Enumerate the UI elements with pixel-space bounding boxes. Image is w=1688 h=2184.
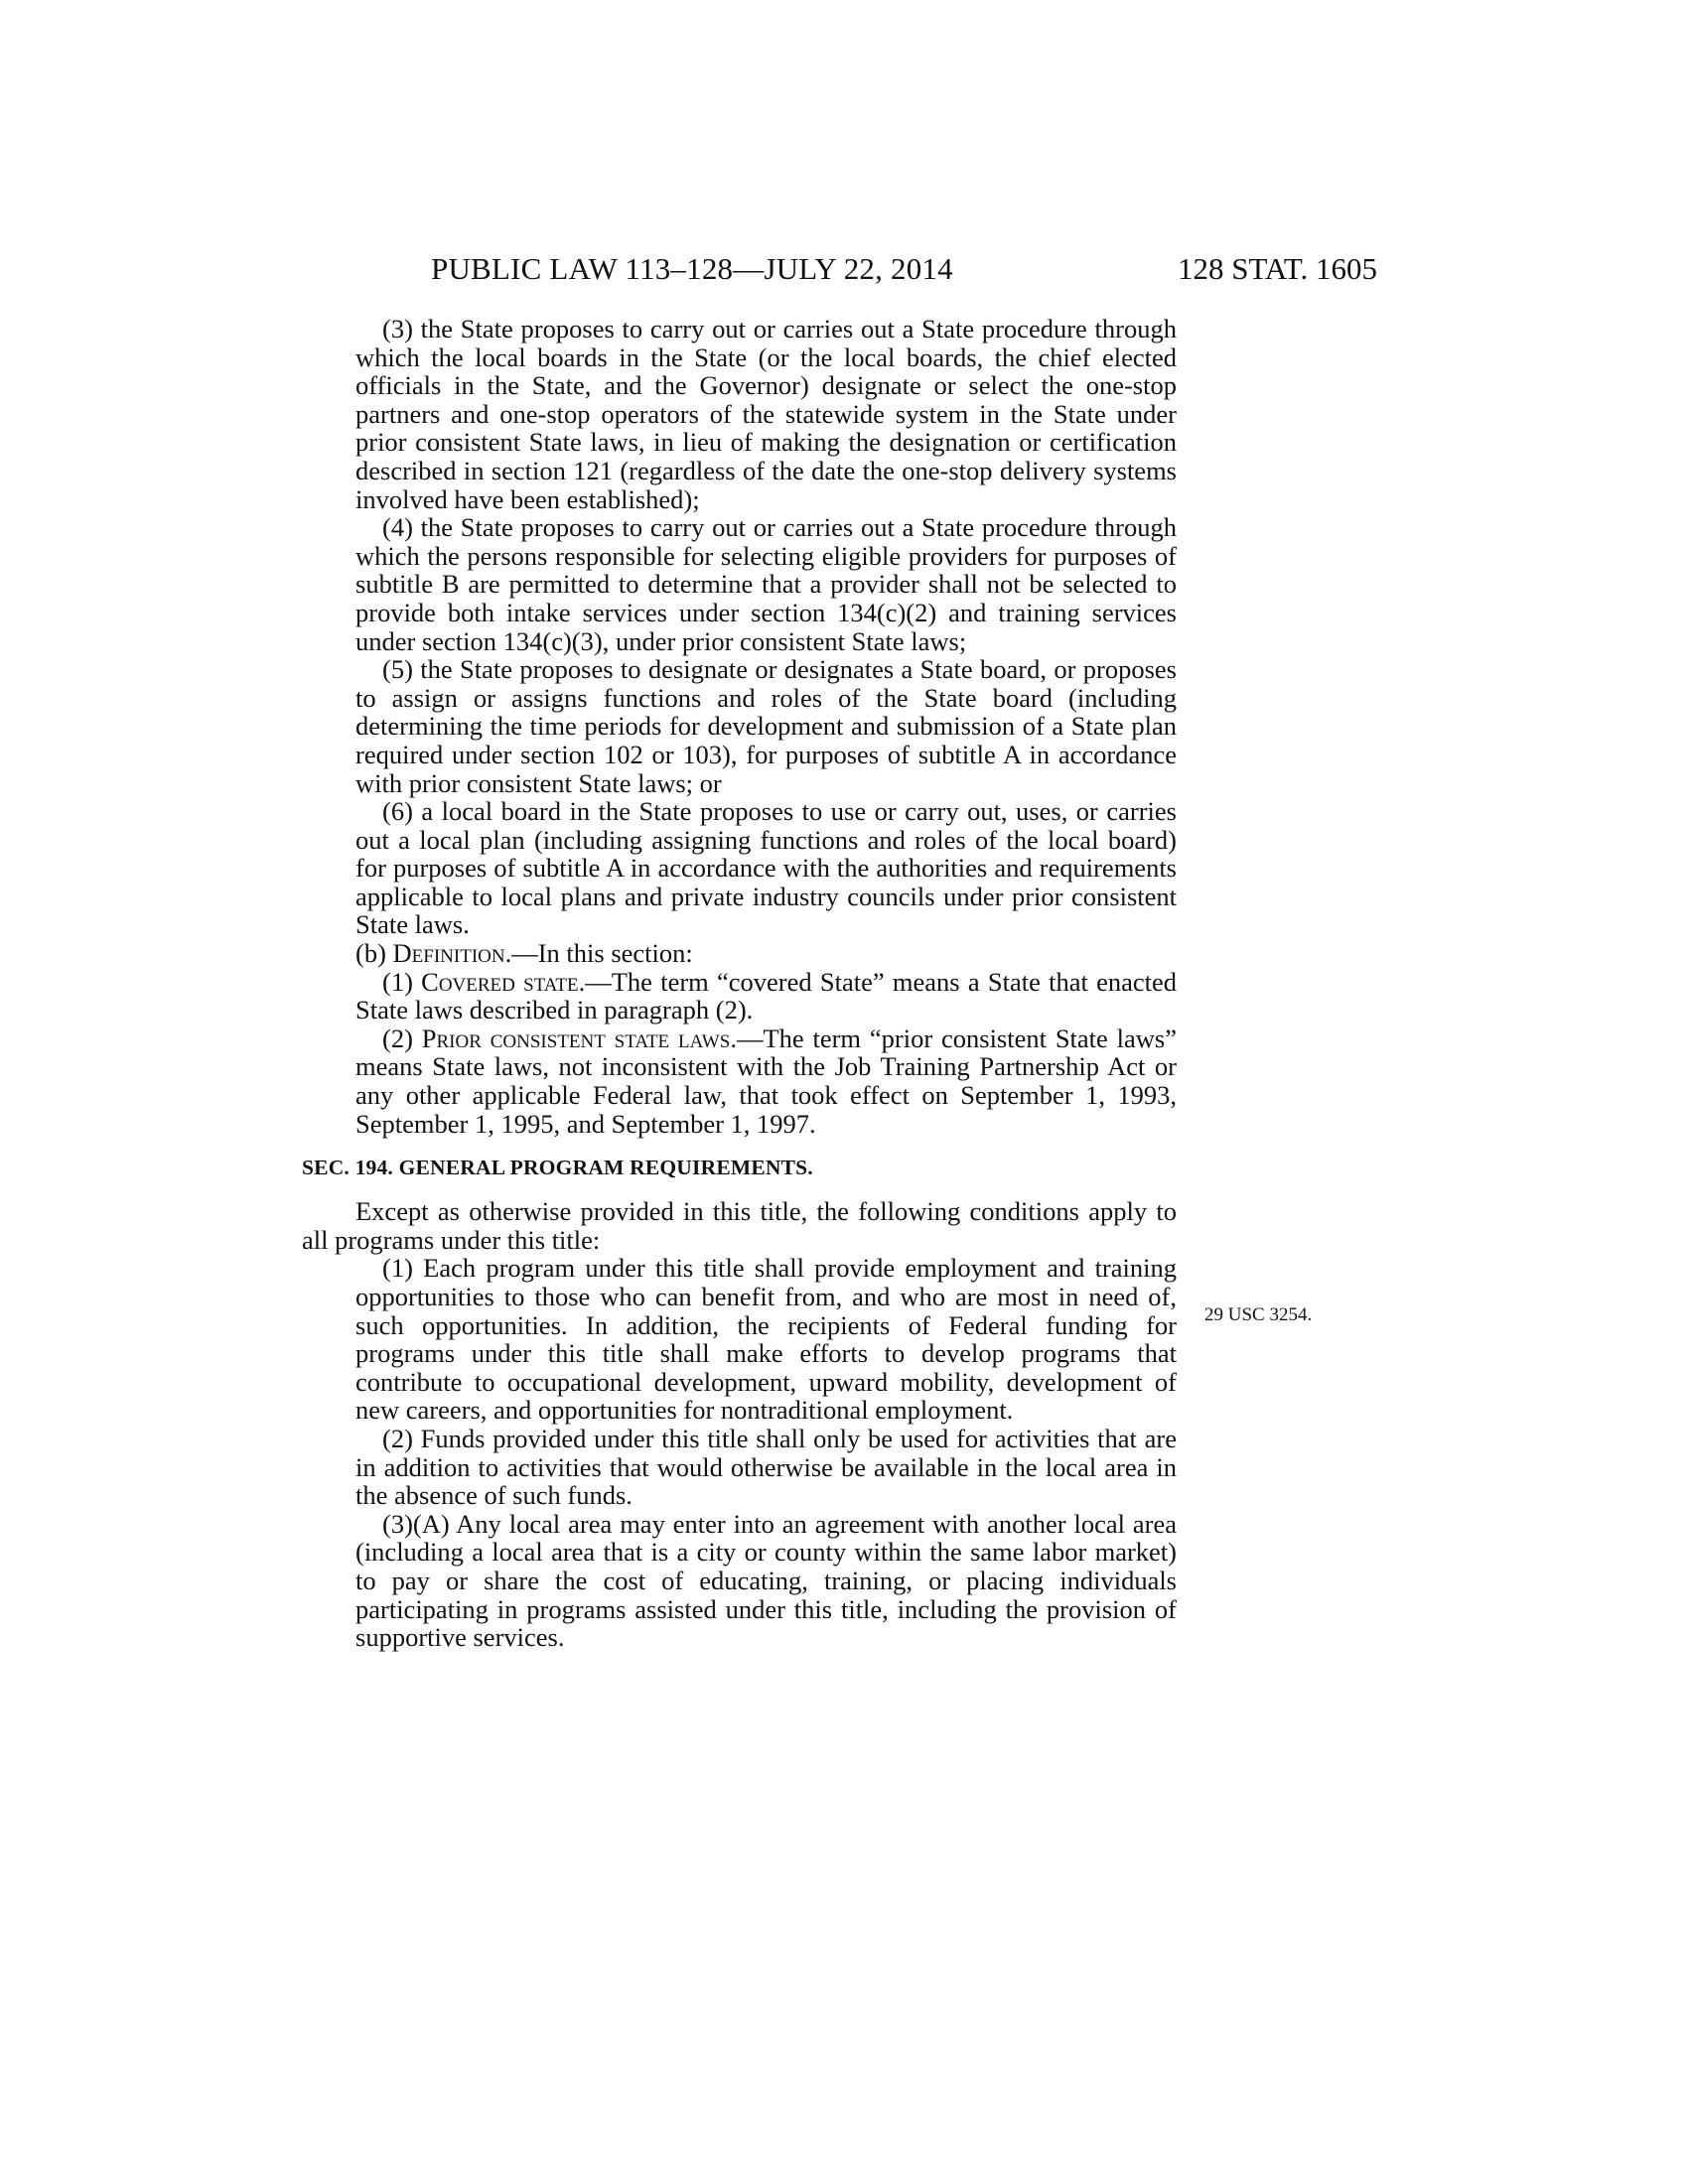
subsection-b-text: .—In this section: xyxy=(504,938,693,969)
paragraph-3: (3) the State proposes to carry out or carries out a State procedure through which the local boards in the State (or the local boards, the chief elected officials in the State, and the Governor) designate or select the one-stop partners and one-stop operators of the statewide system in the State under prior consistent State laws, in lieu of making the designation or certification described in section 121 (regardless of the date the one-stop delivery systems involved have been established); xyxy=(355,314,1177,514)
definition-covered-state xyxy=(302,968,1177,1024)
section-194-heading: SEC. 194. GENERAL PROGRAM REQUIREMENTS. xyxy=(302,1156,813,1180)
section-194-intro: Except as otherwise provided in this title, the following conditions apply to all programs under this title: xyxy=(302,1196,1177,1255)
heading-spacer xyxy=(302,1181,1177,1197)
definition-2-prefix: (2) xyxy=(382,1023,422,1053)
paragraph-5: (5) the State proposes to designate or designates a State board, or proposes to assign or assigns functions and roles of the State board (including determining the time periods for development and submission of a State plan required under section 102 or 103), for purposes of subtitle A in accordance with prior consistent State laws; or xyxy=(355,654,1177,798)
running-header-page-citation: 128 STAT. 1605 xyxy=(1177,251,1377,286)
subsection-b-definition xyxy=(302,939,1177,968)
section-194-paragraph-1: (1) Each program under this title shall provide employment and training opportunities to those who can benefit from, and who are most in need of, such opportunities. In addition, the recipients of Federal funding for programs under this title shall make efforts to develop programs that contribute to occupational development, upward mobility, development of new careers, and opportunities for nontraditional employment. xyxy=(355,1253,1177,1426)
paragraph-4: (4) the State proposes to carry out or carries out a State procedure through which the persons responsible for selecting eligible providers for purposes of subtitle B are permitted to determine that a provider shall not be selected to provide both intake services under section 134(c)(2) and training services under section 134(c)(3), under prior consistent State laws; xyxy=(355,512,1177,656)
definition-1-caption: Covered state xyxy=(421,966,579,997)
page-body xyxy=(302,315,1177,1652)
subsection-b-prefix: (b) xyxy=(355,938,393,969)
section-194-paragraph-3a: (3)(A) Any local area may enter into an agreement with another local area (including a local area that is a city or county within the same labor market) to pay or share the cost of educating, training, or placing individuals participating in programs assisted under this title, including the provision of supportive services. xyxy=(355,1508,1177,1653)
definition-2-caption: Prior consistent state laws xyxy=(421,1023,731,1053)
paragraph-6: (6) a local board in the State proposes to use or carry out, uses, or carries out a local plan (including assigning functions and roles of the local board) for purposes of subtitle A in accordance with the authorities and requirements applicable to local plans and private industry councils under prior consistent State laws. xyxy=(355,796,1177,940)
usc-citation-margin-note: 29 USC 3254. xyxy=(1204,1304,1313,1325)
section-194-paragraph-2: (2) Funds provided under this title shall only be used for activities that are in addition to activities that would otherwise be available in the local area in the absence of such funds. xyxy=(355,1423,1177,1511)
running-header-title: PUBLIC LAW 113–128—JULY 22, 2014 xyxy=(431,251,953,286)
definition-1-text: .—The term “covered State” means a State that enacted State laws described in paragraph (2). xyxy=(355,966,1178,1025)
definition-1-prefix: (1) xyxy=(382,966,422,997)
definition-2-text: .—The term “prior consistent State laws” means State laws, not inconsistent with the Job Training Partnership Act or any other applicable Federal law, that took effect on September 1, 1993, September 1, 1995, and September 1, 1997. xyxy=(355,1023,1177,1139)
subsection-b-caption: Definition xyxy=(392,938,505,969)
section-spacer xyxy=(302,1138,1177,1154)
definition-prior-consistent-state-laws xyxy=(302,1024,1177,1138)
